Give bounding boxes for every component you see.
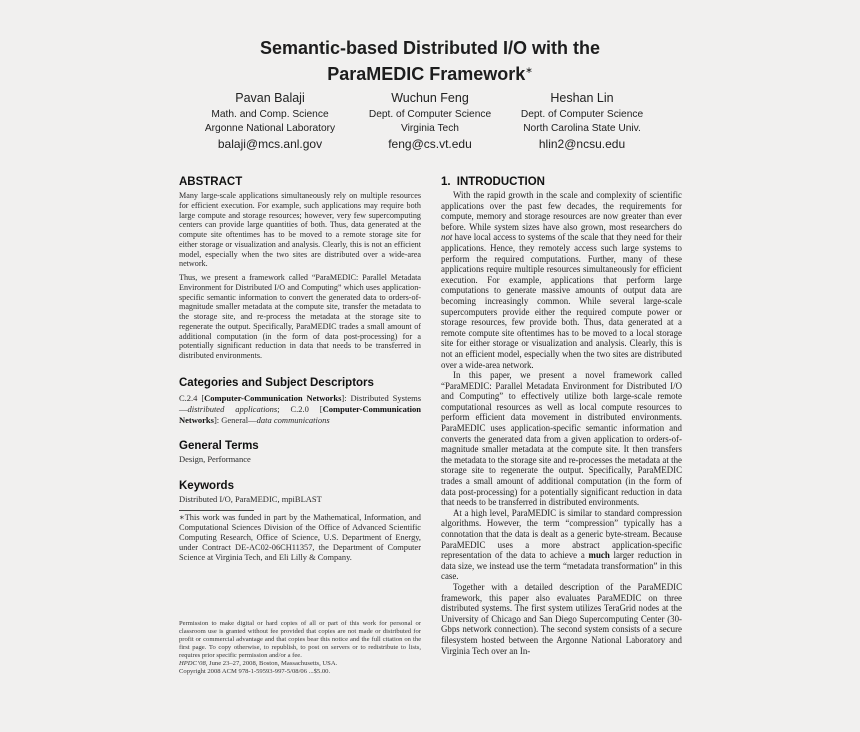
- keywords-text: Distributed I/O, ParaMEDIC, mpiBLAST: [179, 493, 322, 504]
- category-code: ; C.2.0 [: [277, 403, 323, 414]
- author-email: hlin2@ncsu.edu: [538, 137, 626, 151]
- categories-text: [179, 393, 421, 426]
- intro-emphasis: not: [441, 232, 453, 243]
- intro-text: larger reduction in data size, we instead use the term “metadata transformation” in this case.: [441, 550, 682, 582]
- author-dept: Dept. of Computer Science: [520, 109, 644, 120]
- category-subject: data communications: [256, 414, 330, 425]
- paper-title-line1: Semantic-based Distributed I/O with the: [259, 38, 601, 58]
- paper-title-line2: [0, 64, 860, 85]
- author-dept: Math. and Comp. Science: [211, 109, 329, 120]
- keywords-heading: Keywords: [179, 479, 234, 492]
- author-block-3: [508, 89, 656, 152]
- venue-details: June 23–27, 2008, Boston, Massachusetts, USA.: [207, 660, 338, 668]
- footnote: ∗This work was funded in part by the Mathematical, Information, and Computational Sciences Division of the Office of Advanced Scientific Computing Research, Office of Science, U.S. Department of Energy, under Contract DE-AC02-06CH11357, the Department of Computer Science at Virginia Tech, and Eli Lilly & Company.: [179, 513, 421, 562]
- intro-paragraph-3: [441, 508, 682, 582]
- abstract-paragraph-2: Thus, we present a framework called “ParaMEDIC: Parallel Metadata Environment for Distributed I/O and Computing” which uses application-specific semantic information to convert the generated data to orders-of-magnitude smaller metadata at the compute site, transfer the metadata to the storage site, and re-process the metadata at the storage site to regenerate the output. Specifically, ParaMEDIC trades a small amount of additional computation (in the form of data post-processing) for a potentially significant reduction in data that needs to be transferred in distributed environments.: [179, 273, 421, 360]
- intro-text: have local access to systems of the scale that they need for their applications. Hence, they remotely access such large systems to perform the required computations. Further, many of these applications require multiple resources simultaneously for efficient execution. For example, applications that perform large computations to generate massive amounts of output data are becoming increasingly common. While several large-scale supercomputers provide either the required compute power or storage resources, few provide both. Thus, data generated at a remote compute site oftentimes has to be moved to a local storage site for either storage or visualization and analysis. Clearly, this is not an efficient model, especially when the two sites are distributed over a wide-area network.: [441, 232, 682, 370]
- author-email: balaji@mcs.anl.gov: [217, 137, 323, 151]
- category-text: ]: General—: [213, 414, 257, 425]
- author-dept: Dept. of Computer Science: [368, 109, 492, 120]
- venue-line: [179, 660, 421, 668]
- categories-heading: Categories and Subject Descriptors: [179, 376, 374, 389]
- intro-paragraph-2: In this paper, we present a novel framework called “ParaMEDIC: Parallel Metadata Environment for Distributed I/O and Computing” to effectively utilize both large-scale remote computational resources as well as local compute resources to perform efficient data movement in distributed environments. ParaMEDIC uses application-specific semantic information and converts the generated data from a given application to orders-of-magnitude smaller metadata at the compute site. It then transfers the metadata to the storage site and re-processes the metadata at the storage site to regenerate the output. Specifically, ParaMEDIC trades a small amount of additional computation (in the form of data post-processing) for a potentially significant reduction in data that needs to be transferred in distributed environments.: [441, 370, 682, 508]
- intro-emphasis: much: [588, 550, 610, 561]
- author-org: Argonne National Laboratory: [204, 123, 336, 134]
- category-code: C.2.4 [: [179, 392, 205, 403]
- intro-text: At a high level, ParaMEDIC is similar to standard compression algorithms. However, the term “compression” typically has a connotation that the data is dealt as a generic byte-stream. Because ParaMEDIC uses a more abstract application-specific representation of the data to achieve a: [441, 507, 682, 561]
- permission-block: [179, 620, 421, 676]
- intro-paragraph-1: [441, 190, 682, 370]
- general-terms-text: Design, Performance: [179, 453, 251, 464]
- right-column: [441, 176, 682, 656]
- general-terms-heading: General Terms: [179, 439, 259, 452]
- author-org: North Carolina State Univ.: [523, 123, 641, 134]
- author-email: feng@cs.vt.edu: [388, 137, 472, 151]
- author-org: Virginia Tech: [401, 123, 459, 134]
- permission-text: Permission to make digital or hard copies of all or part of this work for personal or classroom use is granted without fee provided that copies are not made or distributed for profit or commercial advantage and that copies bear this notice and the full citation on the first page. To copy otherwise, to republish, to post on servers or to redistribute to lists, requires prior specific permission and/or a fee.: [179, 620, 421, 660]
- intro-text: With the rapid growth in the scale and complexity of scientific applications over the past few decades, the requirements for compute, memory and storage resources are now greater than ever before. While system sizes have also grown, most researchers do: [441, 190, 682, 232]
- left-column: [179, 176, 421, 563]
- copyright-line: Copyright 2008 ACM 978-1-59593-997-5/08/06 ...$5.00.: [179, 668, 331, 676]
- author-block-2: [360, 89, 500, 152]
- category-name: Computer-Communication Networks: [204, 392, 342, 403]
- abstract-paragraph-1: Many large-scale applications simultaneously rely on multiple resources for efficient execution. For example, such applications may require both large compute and storage resources; however, very few supercomputing centers can provide large quantities of both. Thus, data generated at the compute site oftentimes has to be moved to a remote storage site for either storage or visualization and analysis. Clearly, this is not an efficient model, especially when the two sites are distributed over a wide-area network.: [179, 191, 421, 269]
- author-name: Pavan Balaji: [235, 91, 305, 105]
- author-block-1: [200, 89, 340, 152]
- category-text: ]: Distributed Systems—: [179, 392, 422, 414]
- author-name: Wuchun Feng: [391, 91, 469, 105]
- paper-title-text: ParaMEDIC Framework: [327, 64, 526, 84]
- author-name: Heshan Lin: [550, 91, 614, 105]
- category-subject: distributed applications: [187, 403, 278, 414]
- category-name: Computer-Communication Networks: [179, 403, 421, 425]
- footnote-rule: [179, 510, 254, 511]
- introduction-heading: 1. INTRODUCTION: [441, 176, 545, 188]
- title-footnote-marker: ∗: [525, 65, 533, 75]
- venue-name: HPDC’08,: [179, 660, 208, 668]
- intro-paragraph-4: Together with a detailed description of the ParaMEDIC framework, this paper also evaluates ParaMEDIC on three distributed systems. The first system utilizes TeraGrid nodes at the University of Chicago and San Diego Supercomputing Center (30-Gbps network connection). The second system consists of a secure filesystem hosted between the Argonne National Laboratory and Virginia Tech over an In-: [441, 581, 682, 656]
- abstract-heading: ABSTRACT: [179, 176, 243, 188]
